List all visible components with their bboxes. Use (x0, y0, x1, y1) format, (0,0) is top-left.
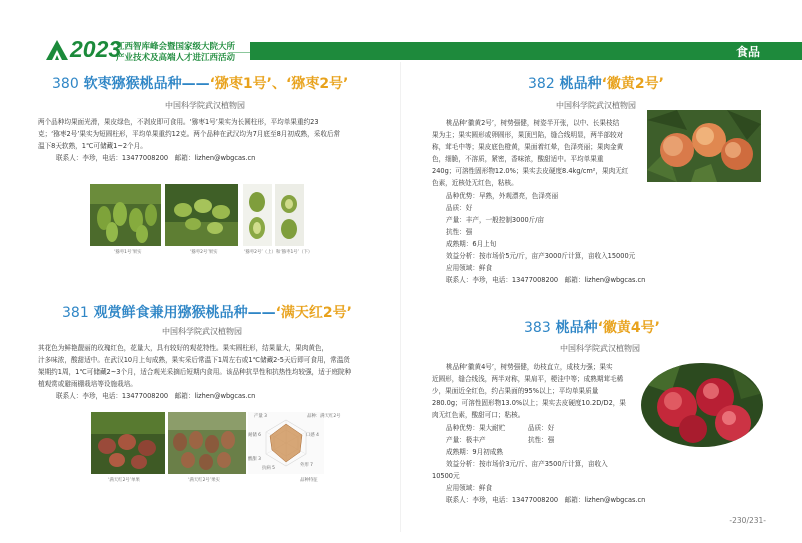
section-name: 桃品种 (555, 320, 598, 336)
attr-line: 应用领域：鲜食 (446, 484, 493, 492)
attr-line: 产量：极丰产 (446, 436, 486, 444)
attr-line: 品质：好 (528, 424, 555, 432)
contact-line: 联系人：李珍，电话：13477008200 邮箱：lizhen@wbgcas.cn (446, 276, 646, 284)
page-header (0, 0, 802, 62)
body-line: 桃品种‘徽黄4号’，树势强健，幼枝直立，成枝力强；果实 (446, 363, 613, 371)
radar-title: 品种：满天红2号 (307, 414, 341, 419)
radar-label: 耐储 6 (248, 433, 261, 438)
attr-line: 品种优势：早熟，外观漂亮，色泽亮丽 (446, 192, 559, 200)
section-number: 380 (52, 76, 79, 92)
attr-line: 品质：好 (446, 204, 473, 212)
header-green-bar (250, 42, 802, 60)
radar-label: 口感 4 (306, 433, 319, 438)
kiwi-red-photo-2 (168, 412, 246, 474)
logo-year: 2023 (70, 36, 122, 62)
section-383-title (524, 317, 660, 337)
peach-photo-huihuang4 (641, 363, 763, 447)
photo-caption: ‘猕枣2号’（上）和‘猕枣1号’（下） (244, 250, 313, 255)
contact-line: 联系人：李珍，电话：13477008200 邮箱：lizhen@wbgcas.cn (56, 154, 256, 162)
peach-photo-huihuang2 (647, 110, 761, 182)
kiwi-photo-2 (165, 184, 238, 246)
logo-leaf-icon (44, 38, 70, 62)
logo-subtitle-line1: 江西智库峰会暨国家级大院大所 (116, 42, 236, 52)
section-number: 383 (524, 320, 551, 336)
kiwi-sample-photo-1 (243, 184, 272, 246)
spread-divider (400, 62, 401, 532)
photo-caption: 品种特征 (300, 478, 318, 483)
section-number: 381 (62, 305, 89, 321)
attr-line: 效益分析：按市场价3元/斤、亩产3500斤计算，亩收入 (446, 460, 608, 468)
attr-line: 成熟期：6月上旬 (446, 240, 497, 248)
photo-caption: ‘猕枣1号’果实 (114, 250, 142, 255)
attr-line: 品种优势：果大耐贮 (446, 424, 506, 432)
body-line: 其花色为鲜艳靓丽的玫瑰红色，花量大，具有较好的观花特性。果实圆柱形，结果量大，果肉黄色， (38, 344, 329, 352)
attr-line: 成熟期：9月初成熟 (446, 448, 503, 456)
body-line: 色，细脆，不溶质，紧密，香味浓，酸甜适中。平均单果重 (432, 155, 604, 163)
section-382-org: 中国科学院武汉植物园 (556, 101, 636, 110)
variety-separator: 、 (272, 76, 286, 92)
body-line: 280.0g；可溶性固形物13.0%以上；果实去皮硬度10.2D/D2，果 (432, 399, 626, 407)
attr-line: 抗性：强 (446, 228, 473, 236)
section-383-org: 中国科学院武汉植物园 (560, 344, 640, 353)
body-line: 肉无红色素，酸甜可口；粘核。 (432, 411, 525, 419)
body-line: 240g；可溶性固形物12.0%；果实去皮硬度8.4kg/cm²，果肉无红 (432, 167, 629, 175)
section-380-org: 中国科学院武汉植物园 (165, 101, 245, 110)
attr-line: 产量：丰产，一般控制3000斤/亩 (446, 216, 545, 224)
kiwi-red-photo-1 (91, 412, 165, 474)
body-line: 称，茸毛中等；果皮底色橙黄，果面着红晕，色泽亮丽；果肉金黄 (432, 143, 624, 151)
body-line: 温下8天软熟，1℃可储藏1~2个月。 (38, 142, 147, 150)
body-line: 果为主；果实圆形或卵圆形，果顶凹陷，缝合线明显，两半部较对 (432, 131, 624, 139)
photo-caption: ‘满天红2号’单果 (108, 478, 140, 483)
attr-line: 效益分析：按市场价5元/斤，亩产3000斤计算，亩收入15000元 (446, 252, 636, 260)
body-line: 架期约1周，1℃可储藏2~3个月，适合观光采摘后短期内食用。该品种抗旱性和抗热性均较强，适于庭院种 (38, 368, 352, 376)
variety-name: ‘满天红2号’ (275, 305, 352, 321)
contact-line: 联系人：李珍，电话：13477008200 邮箱：lizhen@wbgcas.cn (56, 392, 256, 400)
section-382-title (528, 73, 664, 93)
section-name: 观赏鲜食兼用猕猴桃品种—— (93, 305, 276, 321)
variety-name: ‘猕枣1号’ (209, 76, 272, 92)
section-number: 382 (528, 76, 555, 92)
body-line: 少，果面近全红色，约占果面的95%以上；平均单果质量 (432, 387, 599, 395)
radar-label: 抗病 5 (262, 466, 275, 471)
variety-name: ‘猕枣2号’ (286, 76, 349, 92)
variety-name: ‘徽黄2号’ (601, 76, 664, 92)
body-line: 汁多味浓，酸甜适中。在武汉10月上旬成熟，果实采后常温下1周左右或1℃储藏2-5天后即可食用，常温货 (38, 356, 350, 364)
radar-label: 产量 3 (254, 414, 267, 419)
kiwi-sample-photo-2 (275, 184, 304, 246)
photo-caption: ‘满天红2号’果实 (188, 478, 220, 483)
body-line: 两个品种均果面光滑，果皮绿色，不剥皮即可食用。‘猕枣1号’果实为长圆柱形，平均单果重约23 (38, 118, 319, 126)
attr-line: 10500元 (432, 472, 460, 480)
body-line: 色素，近核处无红色，粘核。 (432, 179, 518, 187)
contact-line: 联系人：李珍，电话：13477008200 邮箱：lizhen@wbgcas.cn (446, 496, 646, 504)
section-380-title (52, 73, 348, 93)
section-381-org: 中国科学院武汉植物园 (162, 327, 242, 336)
body-line: 克；‘猕枣2号’果实为短圆柱形，平均单果重约12克。两个品种在武汉均为7月底至8月初成熟，采收后常 (38, 130, 341, 138)
photo-caption: ‘猕枣2号’果实 (190, 250, 218, 255)
page-numbers: -230/231- (729, 516, 766, 525)
attr-line: 抗性：强 (528, 436, 555, 444)
body-line: 植观赏或避雨棚栽培等设施栽培。 (38, 380, 137, 388)
section-name: 软枣猕猴桃品种—— (83, 76, 210, 92)
radar-label: 酸甜 3 (248, 457, 261, 462)
body-line: 近圆形，缝合线浅，两半对称，果肩平，梗洼中等；成熟期茸毛稀 (432, 375, 624, 383)
kiwi-photo-1 (90, 184, 161, 246)
radar-label: 外形 7 (300, 463, 313, 468)
body-line: 桃品种‘徽黄2号’，树势强健，树姿半开张，以中、长果枝结 (446, 119, 620, 127)
section-name: 桃品种 (559, 76, 602, 92)
category-label: 食品 (735, 45, 760, 59)
section-381-title (62, 302, 352, 322)
variety-name: ‘徽黄4号’ (597, 320, 660, 336)
logo-subtitle-line2: 产业技术及高端人才进江西活动 (116, 53, 236, 63)
attr-line: 应用领域：鲜食 (446, 264, 493, 272)
